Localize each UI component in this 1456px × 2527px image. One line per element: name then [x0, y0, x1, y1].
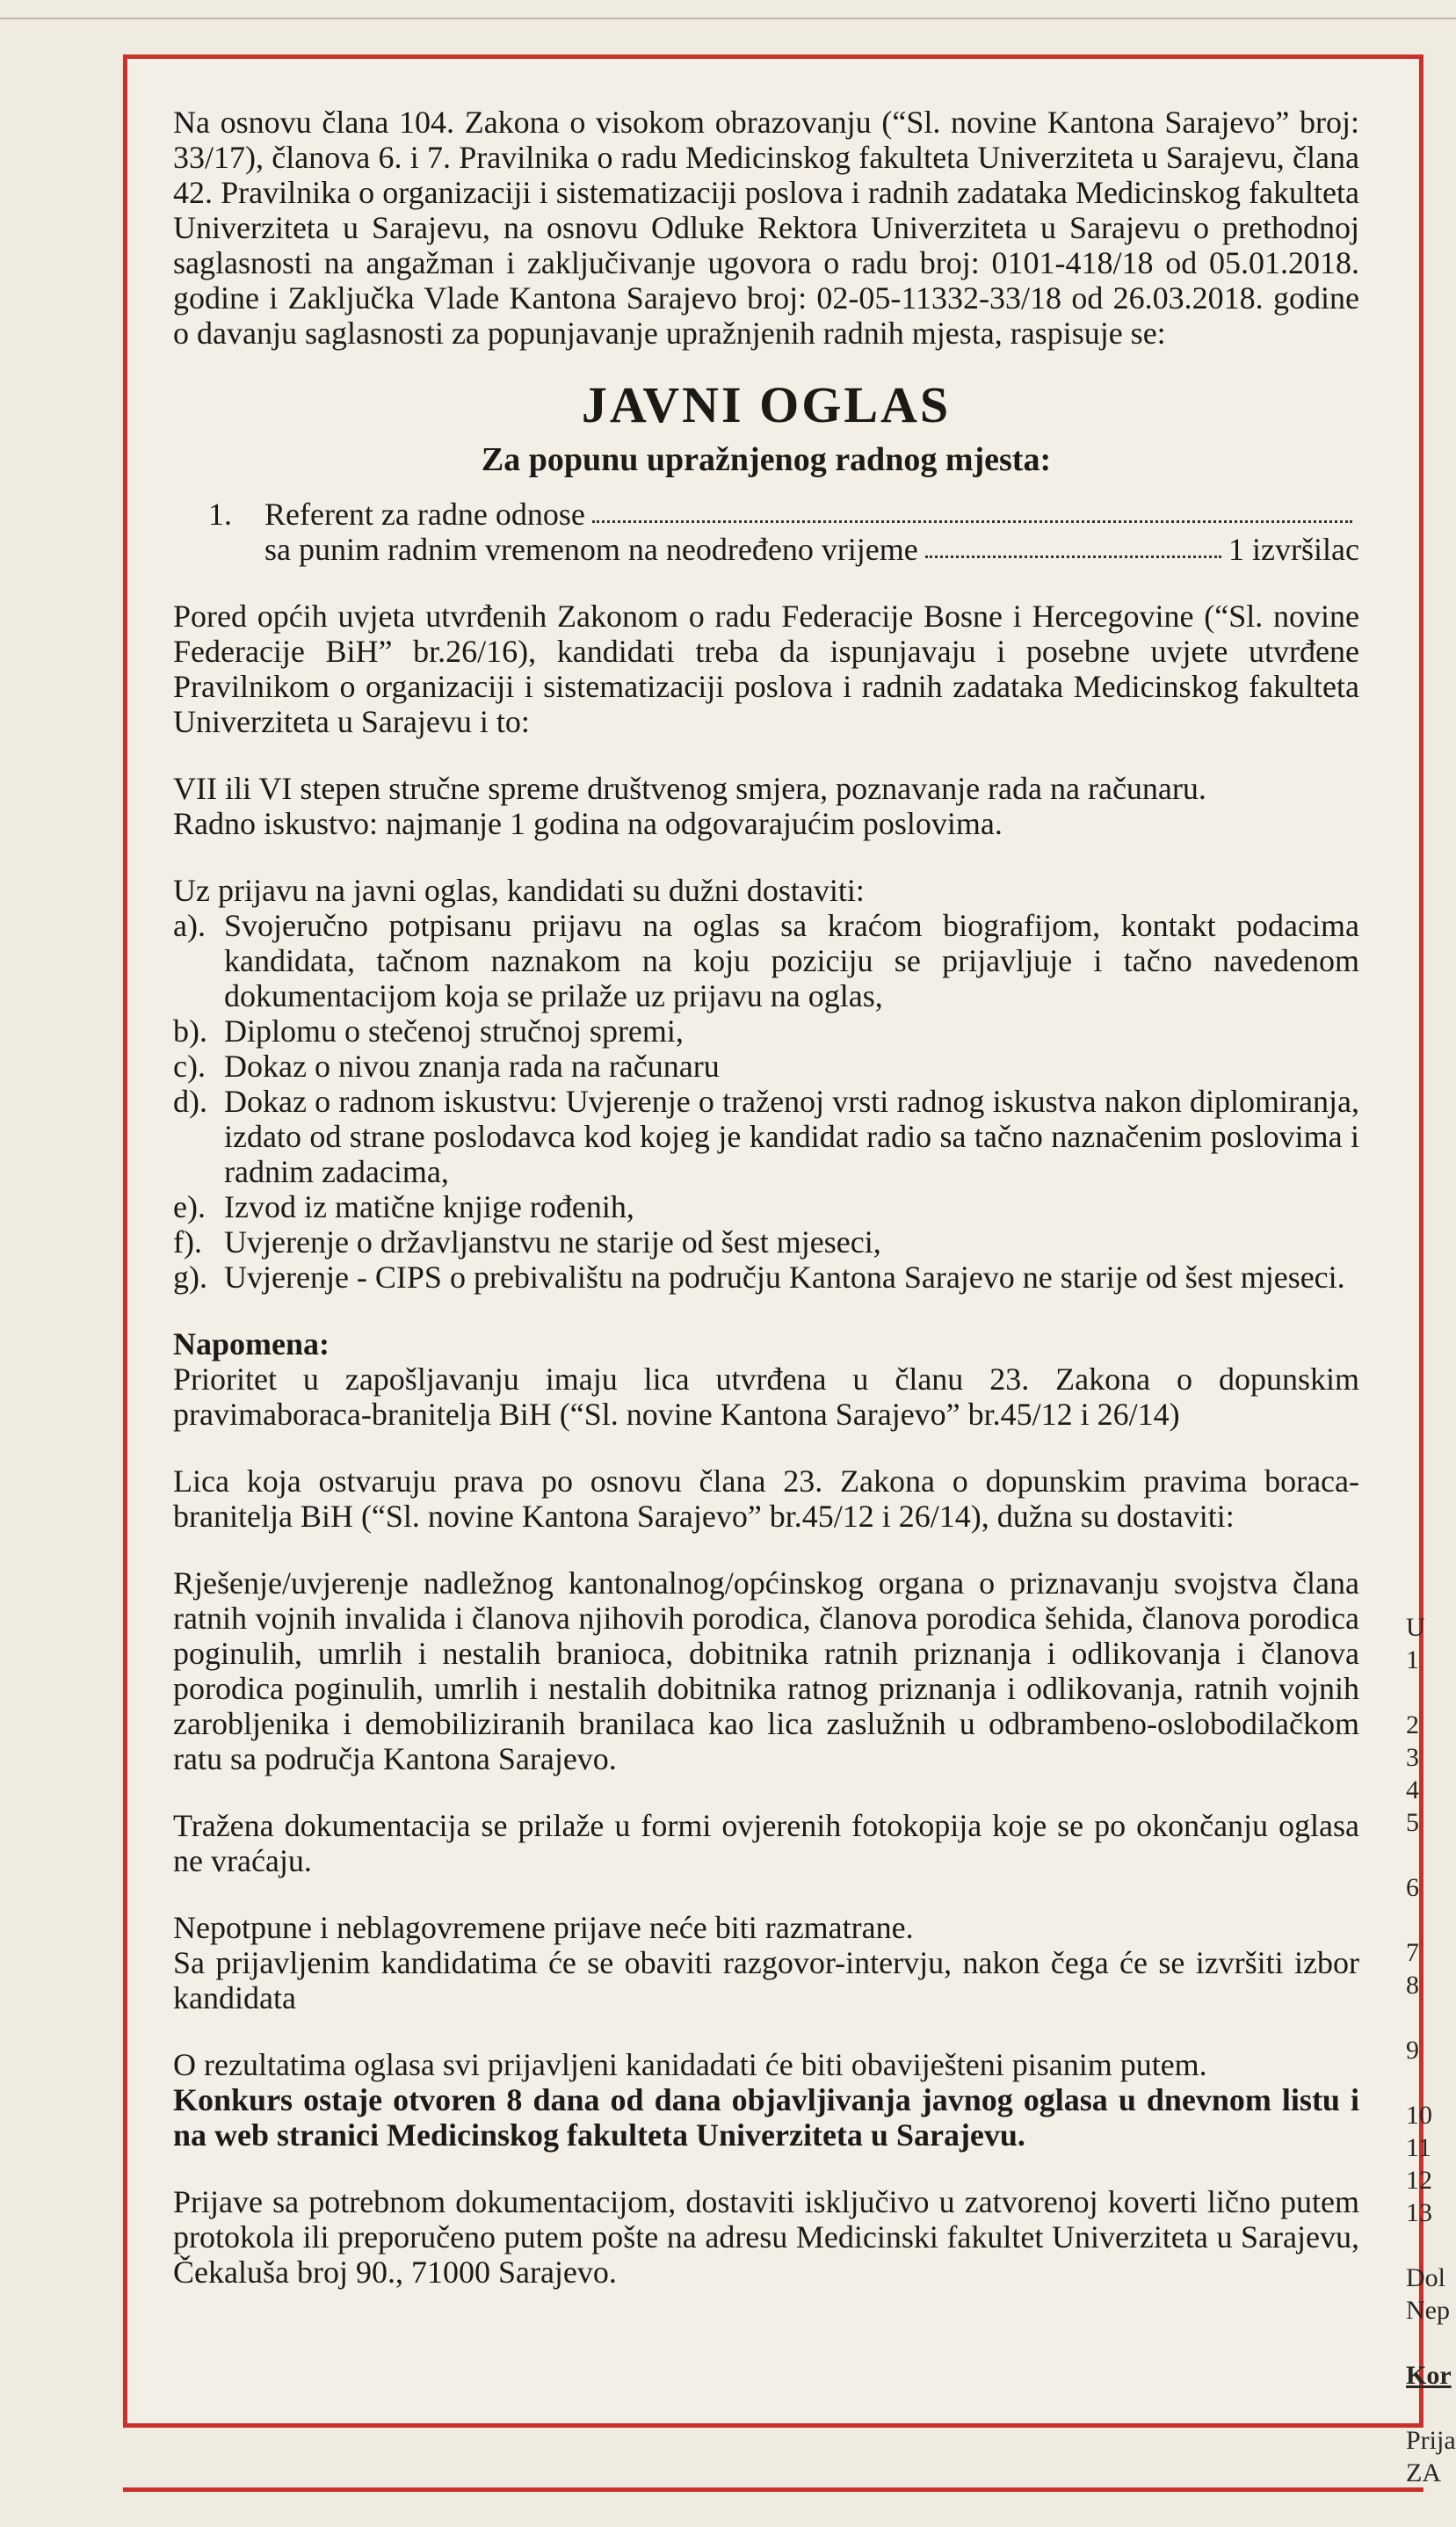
side-fragment: 4 [1406, 1775, 1419, 1804]
side-fragment: Nep [1406, 2296, 1450, 2325]
side-fragment: U [1406, 1613, 1425, 1642]
list-item: g). Uvjerenje - CIPS o prebivalištu na području Kantona Sarajevo ne starije od šest mjeseci. [173, 1260, 1345, 1295]
ad-subtitle: Za popunu upražnjenog radnog mjesta: [481, 441, 1052, 478]
list-item: a). Svojeručno potpisanu prijavu na oglas sa kraćom biografijom, kontakt podacima kandidata, tačnom naznakom na koju poziciju se prijavljuje i tačno navedenom dokumentacijom koja se prilaže uz prijavu na oglas, [173, 908, 1359, 1013]
side-fragment: 6 [1406, 1873, 1419, 1902]
side-fragment: 13 [1406, 2198, 1432, 2227]
dot-leader [925, 556, 1221, 558]
list-item: e). Izvod iz matične knjige rođenih, [173, 1189, 634, 1224]
side-fragment: Kor [1406, 2361, 1452, 2390]
side-fragment: 2 [1406, 1710, 1419, 1739]
requirement-line: Radno iskustvo: najmanje 1 godina na odgovarajućim poslovima. [173, 806, 1003, 841]
side-fragment: 7 [1406, 1938, 1419, 1967]
note-heading: Napomena: [173, 1326, 330, 1362]
list-item: b). Diplomu o stečenoj stručnoj spremi, [173, 1013, 684, 1049]
ad-title: JAVNI OGLAS [581, 376, 952, 433]
next-ad-border [123, 2487, 1423, 2527]
position-description: sa punim radnim vremenom na neodređeno vrijeme [264, 532, 918, 567]
results-paragraph: O rezultatima oglasa svi prijavljeni kanidadati će biti obaviješteni pisanim putem. [173, 2047, 1207, 2082]
side-fragment: Prija [1406, 2426, 1456, 2455]
side-fragment: 1 [1406, 1645, 1419, 1674]
rights-paragraph: Lica koja ostvaruju prava po osnovu člana 23. Zakona o dopunskim pravima boraca-branitelja BiH (“Sl. novine Kantona Sarajevo” br.45/12 i 26/14), dužna su dostaviti: [173, 1463, 1359, 1534]
list-item: f). Uvjerenje o državljanstvu ne starije od šest mjeseci, [173, 1224, 881, 1260]
side-fragment: 9 [1406, 2036, 1419, 2065]
documents-intro: Uz prijavu na javni oglas, kandidati su dužni dostaviti: [173, 873, 865, 908]
requirement-line: VII ili VI stepen stručne spreme društvenog smjera, poznavanje rada na računaru. [173, 771, 1206, 806]
intro-paragraph: Na osnovu člana 104. Zakona o visokom obrazovanju (“Sl. novine Kantona Sarajevo” broj: 33/17), članova 6. i 7. Pravilnika o radu Medicinskog fakulteta Univerziteta u Sarajevu, člana 42. Pravilnika o organizaciji i sistematizaciji poslova i radnih zadataka Medicinskog fakulteta Univerziteta u Sarajevu, na osnovu Odluke Rektora Univerziteta u Sarajevu o prethodnoj saglasnosti na angažman i zaključivanje ugovora o radu broj: 0101-418/18 od 05.01.2018. godine i Zaključka Vlade Kantona Sarajevo broj: 02-05-11332-33/18 od 26.03.2018. godine o davanju saglasnosti za popunjavanje upražnjenih radnih mjesta, raspisuje se: [173, 105, 1359, 351]
side-fragment: Dol [1406, 2263, 1445, 2292]
position-entry [208, 497, 1359, 567]
submission-paragraph: Prijave sa potrebnom dokumentacijom, dostaviti isključivo u zatvorenoj koverti lično putem protokola ili preporučeno putem pošte na adresu Medicinski fakultet Univerziteta u Sarajevu, Čekaluša broj 90., 71000 Sarajevo. [173, 2184, 1359, 2290]
list-item: d). Dokaz o radnom iskustvu: Uvjerenje o traženoj vrsti radnog iskustva nakon diplomiranja, izdato od strane poslodavca kod kojeg je kandidat radio sa tačno naznačenim poslovima i radnim zadacima, [173, 1084, 1359, 1189]
side-fragment: 5 [1406, 1808, 1419, 1837]
conditions-paragraph: Pored općih uvjeta utvrđenih Zakonom o radu Federacije Bosne i Hercegovine (“Sl. novine Federacije BiH” br.26/16), kandidati treba da ispunjavaju i posebne uvjete utvrđene Pravilnikom o organizaciji i sistematizaciji poslova i radnih zadataka Medicinskog fakulteta Univerziteta u Sarajevu i to: [173, 599, 1359, 739]
interview-paragraph: Sa prijavljenim kandidatima će se obaviti razgovor-intervju, nakon čega će se izvršiti izbor kandidata [173, 1945, 1359, 2015]
side-fragment: 3 [1406, 1743, 1419, 1772]
side-fragment: 11 [1406, 2133, 1431, 2162]
position-count: 1 izvršilac [1228, 532, 1359, 567]
note-text: Prioritet u zapošljavanju imaju lica utvrđena u članu 23. Zakona o dopunskim pravimaboraca-branitelja BiH (“Sl. novine Kantona Sarajevo” br.45/12 i 26/14) [173, 1362, 1359, 1432]
list-item: c). Dokaz o nivou znanja rada na računaru [173, 1049, 720, 1084]
side-fragment: 8 [1406, 1971, 1419, 2000]
side-fragment: 10 [1406, 2101, 1432, 2130]
documents-list [173, 908, 1359, 1295]
decision-paragraph: Rješenje/uvjerenje nadležnog kantonalnog/općinskog organa o priznavanju svojstva člana ratnih vojnih invalida i članova njihovih porodica, članova porodica šehida, članova porodica poginulih, umrlih i nestalih branioca, dobitnika ratnih priznanja i odlikovanja i članova porodica poginulih, umrlih i nestalih dobitnika ratnog priznanja i odlikovanja, ratnih vojnih zarobljenika i demobiliziranih branilaca kao lica zaslužnih u odbrambeno-oslobodilačkom ratu sa područja Kantona Sarajevo. [173, 1565, 1359, 1776]
job-ad-frame [123, 54, 1423, 2428]
incomplete-paragraph: Nepotpune i neblagovremene prijave neće biti razmatrane. [173, 1910, 914, 1945]
job-ad-content [173, 105, 1359, 2290]
position-number: 1. [208, 497, 232, 532]
copies-paragraph: Tražena dokumentacija se prilaže u formi ovjerenih fotokopija koje se po okončanju oglasa ne vraćaju. [173, 1808, 1359, 1878]
open-period-paragraph: Konkurs ostaje otvoren 8 dana od dana objavljivanja javnog oglasa u dnevnom listu i na web stranici Medicinskog fakulteta Univerziteta u Sarajevu. [173, 2082, 1359, 2153]
position-name: Referent za radne odnose [264, 497, 585, 532]
newspaper-top-edge [0, 0, 1456, 19]
side-fragment: 12 [1406, 2166, 1432, 2195]
dot-leader [592, 520, 1352, 523]
side-fragment: ZA [1406, 2458, 1441, 2487]
